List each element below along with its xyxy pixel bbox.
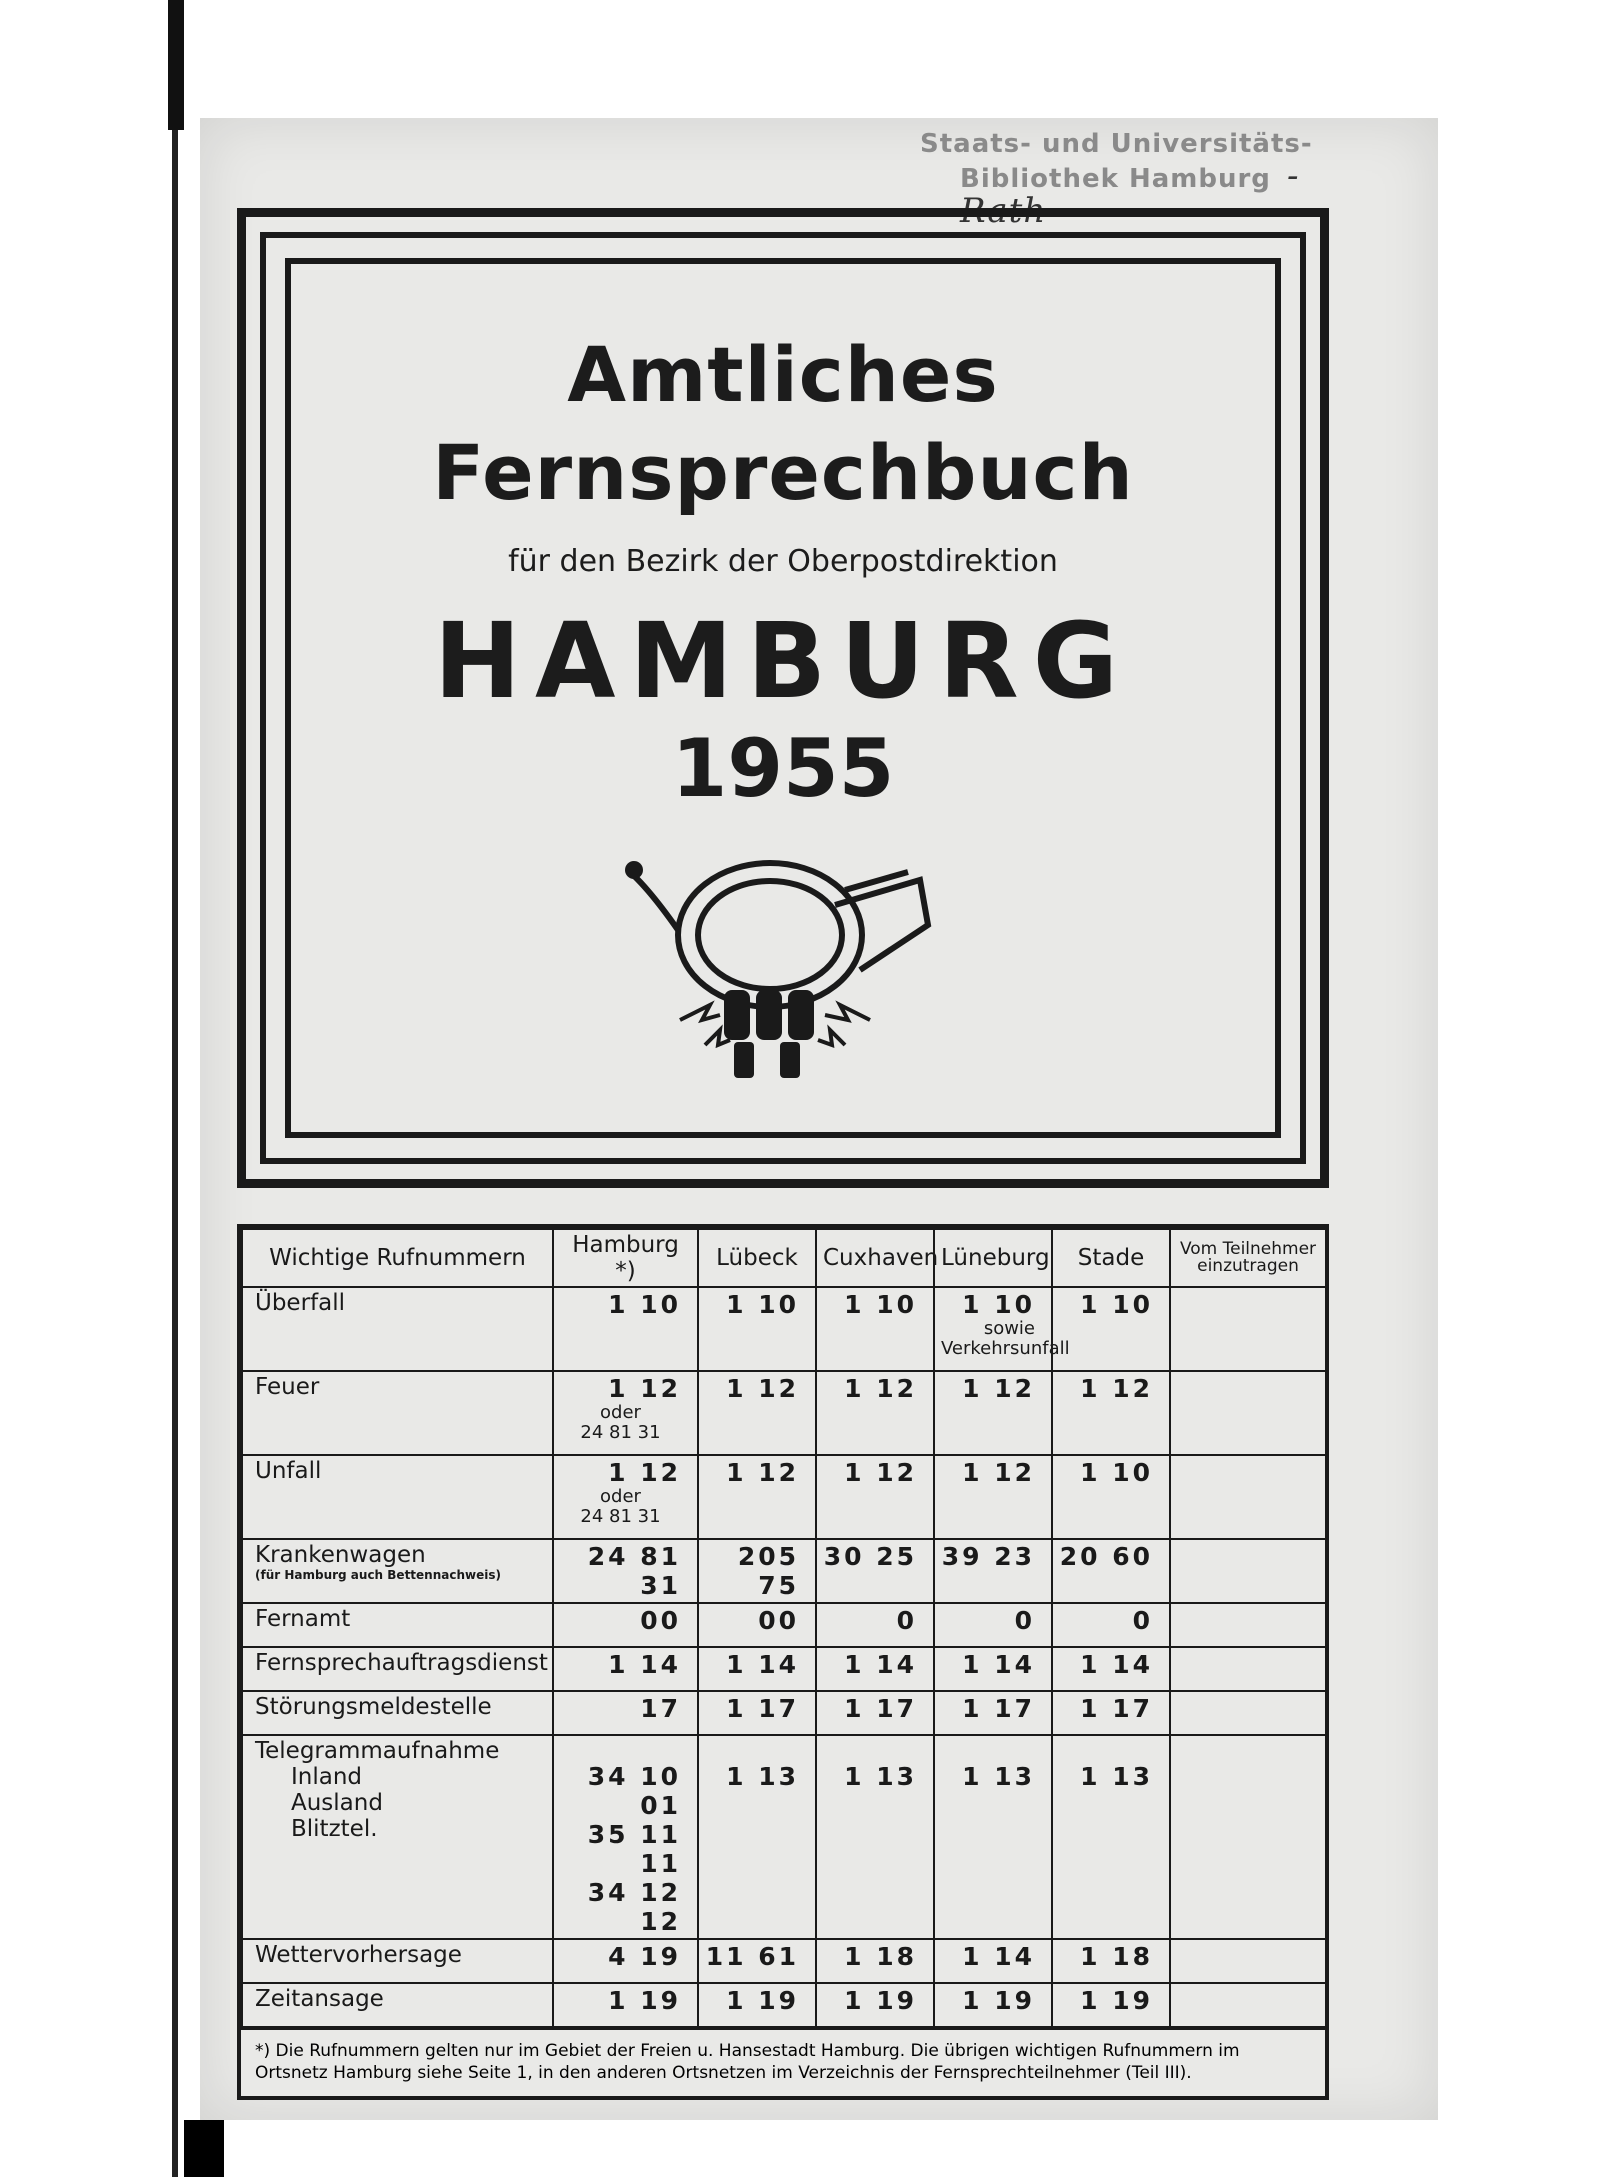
important-numbers-table — [237, 1224, 1329, 2100]
cell-cuxhaven: 0 — [816, 1603, 934, 1647]
cell-hamburg-blitz: 34 12 12 — [587, 1878, 681, 1936]
cell-stade: 1 13 — [1052, 1735, 1170, 1939]
row-label: Krankenwagen — [255, 1542, 426, 1568]
cell-cuxhaven: 1 18 — [816, 1939, 934, 1983]
cell-lueneburg: 39 23 — [934, 1539, 1052, 1603]
cell-luebeck: 11 61 — [698, 1939, 816, 1983]
cell-luebeck: 1 14 — [698, 1647, 816, 1691]
row-sublabel: (für Hamburg auch Bettennachweis) — [255, 1568, 501, 1582]
row-label: Zeitansage — [242, 1983, 553, 2027]
row-label: Störungsmeldestelle — [242, 1691, 553, 1735]
header-user-line-1: Vom Teilnehmer — [1179, 1239, 1317, 1259]
cell-lueneburg-note: sowie Verkehrsunfall — [941, 1318, 1070, 1359]
table-row — [242, 1691, 1326, 1735]
binding-edge — [172, 0, 178, 2177]
cover-city: HAMBURG — [433, 600, 1133, 722]
table-row — [242, 1983, 1326, 2027]
cell-hamburg: 17 — [553, 1691, 698, 1735]
row-label-cell — [242, 1735, 553, 1939]
table-row — [242, 1287, 1326, 1371]
cell-luebeck: 1 12 — [698, 1455, 816, 1539]
header-user-line-2: einzutragen — [1197, 1256, 1299, 1276]
header-lueneburg: Lüneburg — [934, 1229, 1052, 1287]
cell-hamburg: 1 19 — [553, 1983, 698, 2027]
cell-hamburg — [553, 1735, 698, 1939]
binding-tab — [168, 0, 184, 130]
row-label: Wettervorhersage — [242, 1939, 553, 1983]
cell-stade: 20 60 — [1052, 1539, 1170, 1603]
cell-stade: 1 19 — [1052, 1983, 1170, 2027]
row-label: Unfall — [242, 1455, 553, 1539]
posthorn-icon — [620, 830, 950, 1090]
header-luebeck: Lübeck — [698, 1229, 816, 1287]
table-row — [242, 1371, 1326, 1455]
table-footnote: *) Die Rufnummern gelten nur im Gebiet der Freien u. Hansestadt Hamburg. Die übrigen wichtigen Rufnummern im Ortsnetz Hamburg siehe Seite 1, in den anderen Ortsnetzen im Verzeichnis der Fernsprechteilnehmer (Teil III). — [241, 2028, 1325, 2096]
cell-stade: 1 12 — [1052, 1371, 1170, 1455]
cell-cuxhaven: 1 13 — [816, 1735, 934, 1939]
cover-subtitle: für den Bezirk der Oberpostdirektion — [508, 544, 1058, 579]
row-label: Fernsprechauftragsdienst — [242, 1647, 553, 1691]
cell-cuxhaven: 1 14 — [816, 1647, 934, 1691]
table-row — [242, 1647, 1326, 1691]
table-row — [242, 1455, 1326, 1539]
cell-hamburg-alt: 24 81 31 — [580, 1422, 661, 1443]
row-label-cell — [242, 1539, 553, 1603]
cell-stade: 1 14 — [1052, 1647, 1170, 1691]
cell-stade: 1 17 — [1052, 1691, 1170, 1735]
cell-lueneburg: 1 14 — [934, 1647, 1052, 1691]
row-sublabel-ausland: Ausland — [291, 1790, 383, 1816]
cell-user-entry[interactable] — [1170, 1983, 1326, 2027]
cell-hamburg-alt: 24 81 31 — [580, 1506, 661, 1527]
stamp-line-2-text: Bibliothek Hamburg — [960, 164, 1271, 194]
cell-stade: 0 — [1052, 1603, 1170, 1647]
cell-luebeck: 205 75 — [698, 1539, 816, 1603]
cover-title-line-2: Fernsprechbuch — [432, 428, 1134, 517]
cell-hamburg: 1 14 — [553, 1647, 698, 1691]
cell-hamburg — [553, 1455, 698, 1539]
cell-cuxhaven: 30 25 — [816, 1539, 934, 1603]
row-label: Feuer — [242, 1371, 553, 1455]
stamp-line-1: Staats- und Universitäts- — [920, 129, 1313, 159]
cell-lueneburg: 1 13 — [934, 1735, 1052, 1939]
cell-cuxhaven: 1 12 — [816, 1371, 934, 1455]
table-row — [242, 1735, 1326, 1939]
cell-luebeck: 1 13 — [698, 1735, 816, 1939]
cell-hamburg-oder: oder — [600, 1486, 641, 1507]
cell-stade: 1 18 — [1052, 1939, 1170, 1983]
cell-stade: 1 10 — [1052, 1455, 1170, 1539]
cell-cuxhaven: 1 17 — [816, 1691, 934, 1735]
header-label: Wichtige Rufnummern — [242, 1229, 553, 1287]
cell-luebeck: 00 — [698, 1603, 816, 1647]
cover-title-line-1: Amtliches — [567, 330, 999, 419]
row-sublabel-inland: Inland — [291, 1764, 363, 1790]
cell-lueneburg: 1 12 — [934, 1455, 1052, 1539]
cell-user-entry[interactable] — [1170, 1691, 1326, 1735]
cell-stade: 1 10 — [1052, 1287, 1170, 1371]
cell-lueneburg: 1 19 — [934, 1983, 1052, 2027]
table-row — [242, 1539, 1326, 1603]
cover-year: 1955 — [671, 722, 895, 815]
cell-user-entry[interactable] — [1170, 1939, 1326, 1983]
cell-lueneburg: 0 — [934, 1603, 1052, 1647]
cell-cuxhaven: 1 12 — [816, 1455, 934, 1539]
cell-hamburg-value: 1 12 — [608, 1374, 681, 1403]
table-row — [242, 1939, 1326, 1983]
cell-luebeck: 1 17 — [698, 1691, 816, 1735]
row-label: Fernamt — [242, 1603, 553, 1647]
cell-hamburg: 00 — [553, 1603, 698, 1647]
cell-hamburg: 24 81 31 — [553, 1539, 698, 1603]
handwritten-note: -Rath- — [960, 156, 1300, 231]
cell-user-entry[interactable] — [1170, 1371, 1326, 1455]
cell-user-entry[interactable] — [1170, 1455, 1326, 1539]
cell-cuxhaven: 1 10 — [816, 1287, 934, 1371]
cell-user-entry[interactable] — [1170, 1647, 1326, 1691]
header-cuxhaven: Cuxhaven — [816, 1229, 934, 1287]
row-label: Überfall — [242, 1287, 553, 1371]
binding-corner — [184, 2120, 224, 2177]
cell-cuxhaven: 1 19 — [816, 1983, 934, 2027]
header-user-entry — [1170, 1229, 1326, 1287]
cell-lueneburg-value: 1 10 — [962, 1290, 1035, 1319]
cell-hamburg: 4 19 — [553, 1939, 698, 1983]
cell-hamburg — [553, 1371, 698, 1455]
cell-luebeck: 1 10 — [698, 1287, 816, 1371]
cell-hamburg-oder: oder — [600, 1402, 641, 1423]
cell-user-entry[interactable] — [1170, 1603, 1326, 1647]
cell-hamburg-ausland: 35 11 11 — [587, 1820, 681, 1878]
cell-hamburg-value: 1 12 — [608, 1458, 681, 1487]
cell-lueneburg — [934, 1287, 1070, 1371]
cell-user-entry[interactable] — [1170, 1287, 1326, 1371]
table-row — [242, 1603, 1326, 1647]
cell-luebeck: 1 12 — [698, 1371, 816, 1455]
cell-luebeck: 1 19 — [698, 1983, 816, 2027]
cell-lueneburg: 1 12 — [934, 1371, 1052, 1455]
row-sublabel-blitz: Blitztel. — [291, 1816, 378, 1842]
cell-user-entry[interactable] — [1170, 1539, 1326, 1603]
cell-user-entry[interactable] — [1170, 1735, 1326, 1939]
header-stade: Stade — [1052, 1229, 1170, 1287]
header-hamburg: Hamburg *) — [553, 1229, 698, 1287]
cell-hamburg: 1 10 — [553, 1287, 698, 1371]
cell-lueneburg: 1 14 — [934, 1939, 1052, 1983]
row-label: Telegrammaufnahme — [255, 1738, 500, 1764]
cell-lueneburg: 1 17 — [934, 1691, 1052, 1735]
table-header-row — [242, 1229, 1326, 1287]
cell-hamburg-inland: 34 10 01 — [587, 1762, 681, 1820]
